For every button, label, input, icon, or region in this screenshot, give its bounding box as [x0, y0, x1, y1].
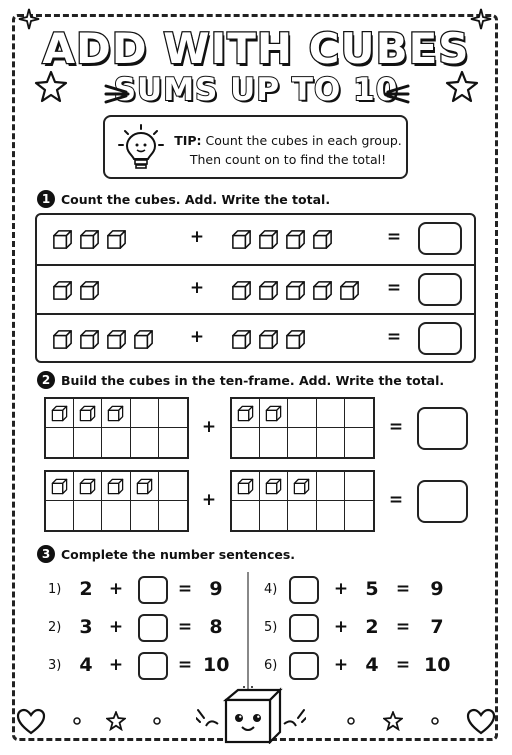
plus-sign: +	[189, 227, 205, 247]
sum: 8	[209, 616, 223, 638]
plus-sign: +	[189, 327, 205, 347]
answer-box[interactable]	[417, 407, 468, 450]
question-number: 3)	[48, 658, 62, 673]
ten-frame-cell[interactable]	[74, 472, 102, 501]
equals-sign: =	[177, 655, 193, 675]
cube-icon	[78, 279, 101, 302]
sum: 7	[430, 616, 444, 638]
section-heading-text: Complete the number sentences.	[61, 546, 296, 562]
ten-frame-left[interactable]	[44, 470, 189, 532]
ten-frame-cell[interactable]	[131, 428, 159, 457]
ten-frame-cell[interactable]	[102, 472, 130, 501]
ten-frame-cell[interactable]	[260, 428, 288, 457]
section-number-badge: 2	[37, 371, 55, 389]
star-icon	[445, 70, 479, 104]
ten-frame-cell[interactable]	[102, 501, 130, 530]
addend: 3	[79, 616, 93, 638]
star-icon	[106, 711, 126, 731]
section-2-heading	[37, 371, 444, 389]
ten-frame-cell[interactable]	[74, 501, 102, 530]
number-sentence	[0, 614, 500, 642]
cube-icon	[105, 228, 128, 251]
cube-icon	[106, 477, 125, 496]
plus-sign: +	[108, 655, 124, 675]
heart-icon	[16, 708, 46, 736]
cube-icon	[257, 228, 280, 251]
plus-sign: +	[333, 617, 349, 637]
cube-icon	[51, 228, 74, 251]
cube-icon	[78, 328, 101, 351]
ten-frame-cell[interactable]	[260, 472, 288, 501]
question-number: 2)	[48, 620, 62, 635]
ten-frame-right[interactable]	[230, 397, 375, 459]
dot-icon	[152, 716, 162, 726]
ten-frame-cell[interactable]	[232, 428, 260, 457]
ten-frame-cell[interactable]	[345, 399, 373, 428]
cube-icon	[264, 404, 283, 423]
ten-frame-cell[interactable]	[46, 399, 74, 428]
section-number-badge: 3	[37, 545, 55, 563]
lightbulb-icon	[117, 123, 165, 173]
section-1-row	[37, 313, 474, 363]
plus-sign: +	[108, 617, 124, 637]
tip-line1: Count the cubes in each group.	[201, 133, 402, 148]
section-heading-text: Count the cubes. Add. Write the total.	[61, 191, 331, 207]
answer-box[interactable]	[289, 576, 319, 604]
ten-frame-cell[interactable]	[131, 472, 159, 501]
cube-icon	[78, 404, 97, 423]
cube-icon	[50, 477, 69, 496]
addend: 4	[79, 654, 93, 676]
cube-icon	[338, 279, 361, 302]
cube-icon	[236, 404, 255, 423]
cube-icon	[230, 279, 253, 302]
ten-frame-cell[interactable]	[232, 501, 260, 530]
title-main: ADD WITH CUBES	[42, 24, 470, 73]
sum: 10	[424, 654, 451, 676]
question-number: 4)	[264, 582, 278, 597]
cube-icon	[264, 477, 283, 496]
tip-line2: Then count on to find the total!	[189, 152, 387, 167]
ten-frame-cell[interactable]	[74, 399, 102, 428]
ten-frame-cell[interactable]	[288, 501, 316, 530]
equals-sign: =	[177, 617, 193, 637]
question-number: 1)	[48, 582, 62, 597]
cube-icon	[51, 328, 74, 351]
cube-icon	[311, 228, 334, 251]
plus-sign: +	[333, 579, 349, 599]
equals-sign: =	[386, 327, 402, 347]
left-cube-group	[51, 279, 101, 302]
tip-box	[103, 115, 408, 179]
addend: 5	[365, 578, 379, 600]
equals-sign: =	[386, 227, 402, 247]
ten-frame-cell[interactable]	[317, 472, 345, 501]
ten-frame-cell[interactable]	[288, 428, 316, 457]
cube-icon	[284, 228, 307, 251]
ten-frame-cell[interactable]	[159, 399, 187, 428]
right-cube-group	[230, 328, 307, 351]
ten-frame-cell[interactable]	[131, 501, 159, 530]
answer-box[interactable]	[289, 614, 319, 642]
ten-frame-cell[interactable]	[46, 472, 74, 501]
ten-frame-cell[interactable]	[159, 501, 187, 530]
cube-icon	[51, 279, 74, 302]
title-sub: SUMS UP TO 10	[113, 72, 399, 108]
ten-frame-cell[interactable]	[159, 428, 187, 457]
section-heading-text: Build the cubes in the ten-frame. Add. Write the total.	[61, 372, 445, 388]
ten-frame-cell[interactable]	[260, 399, 288, 428]
heart-icon	[466, 708, 496, 736]
burst-right-icon	[382, 80, 410, 108]
sum: 9	[430, 578, 444, 600]
plus-sign: +	[201, 490, 217, 510]
answer-box[interactable]	[289, 652, 319, 680]
cube-icon	[257, 279, 280, 302]
dot-icon	[430, 716, 440, 726]
plus-sign: +	[189, 278, 205, 298]
ten-frame-cell[interactable]	[317, 399, 345, 428]
ten-frame-cell[interactable]	[46, 428, 74, 457]
star-icon	[34, 70, 68, 104]
equals-sign: =	[395, 617, 411, 637]
cube-icon	[50, 404, 69, 423]
section-1-row	[37, 215, 474, 264]
question-number: 5)	[264, 620, 278, 635]
left-cube-group	[51, 228, 128, 251]
right-cube-group	[230, 279, 361, 302]
ten-frame-cell[interactable]	[102, 399, 130, 428]
cube-icon	[257, 328, 280, 351]
answer-box[interactable]	[418, 273, 462, 306]
section-1-heading	[37, 190, 330, 208]
ten-frame-cell[interactable]	[46, 501, 74, 530]
plus-sign: +	[201, 417, 217, 437]
burst-left-icon	[104, 80, 132, 108]
sum: 9	[209, 578, 223, 600]
ten-frame-cell[interactable]	[317, 428, 345, 457]
addend: 2	[79, 578, 93, 600]
cube-icon	[230, 228, 253, 251]
section-3-heading	[37, 545, 295, 563]
equals-sign: =	[388, 490, 404, 510]
ten-frame-left[interactable]	[44, 397, 189, 459]
ten-frame-cell[interactable]	[345, 428, 373, 457]
cube-icon	[311, 279, 334, 302]
ten-frame-right[interactable]	[230, 470, 375, 532]
ten-frame-cell[interactable]	[317, 501, 345, 530]
ten-frame-cell[interactable]	[232, 472, 260, 501]
number-sentence	[0, 576, 500, 604]
number-sentence	[0, 652, 500, 680]
ten-frame-cell[interactable]	[131, 399, 159, 428]
equals-sign: =	[177, 579, 193, 599]
cube-mascot-icon	[196, 686, 306, 744]
answer-box[interactable]	[418, 322, 462, 355]
cube-icon	[284, 279, 307, 302]
section-1-row	[37, 264, 474, 314]
answer-box[interactable]	[417, 480, 468, 523]
cube-icon	[132, 328, 155, 351]
cube-icon	[106, 404, 125, 423]
cube-icon	[284, 328, 307, 351]
sparkle-icon	[18, 8, 40, 30]
tip-label: TIP:	[174, 133, 202, 148]
plus-sign: +	[333, 655, 349, 675]
cube-icon	[78, 228, 101, 251]
section-number-badge: 1	[37, 190, 55, 208]
ten-frame-cell[interactable]	[232, 399, 260, 428]
cube-icon	[236, 477, 255, 496]
cube-icon	[292, 477, 311, 496]
answer-box[interactable]	[418, 222, 462, 255]
equals-sign: =	[395, 655, 411, 675]
tip-text	[173, 131, 403, 169]
right-cube-group	[230, 228, 334, 251]
plus-sign: +	[108, 579, 124, 599]
section-1-box	[35, 213, 476, 363]
star-icon	[383, 711, 403, 731]
cube-icon	[78, 477, 97, 496]
ten-frame-cell[interactable]	[102, 428, 130, 457]
cube-icon	[105, 328, 128, 351]
addend: 4	[365, 654, 379, 676]
ten-frame-cell[interactable]	[288, 472, 316, 501]
sparkle-icon	[470, 8, 492, 30]
ten-frame-cell[interactable]	[260, 501, 288, 530]
ten-frame-cell[interactable]	[288, 399, 316, 428]
cube-icon	[230, 328, 253, 351]
left-cube-group	[51, 328, 155, 351]
equals-sign: =	[395, 579, 411, 599]
sum: 10	[203, 654, 230, 676]
addend: 2	[365, 616, 379, 638]
ten-frame-cell[interactable]	[74, 428, 102, 457]
equals-sign: =	[386, 278, 402, 298]
question-number: 6)	[264, 658, 278, 673]
cube-icon	[135, 477, 154, 496]
ten-frame-cell[interactable]	[345, 472, 373, 501]
dot-icon	[72, 716, 82, 726]
ten-frame-cell[interactable]	[159, 472, 187, 501]
equals-sign: =	[388, 417, 404, 437]
ten-frame-cell[interactable]	[345, 501, 373, 530]
dot-icon	[346, 716, 356, 726]
